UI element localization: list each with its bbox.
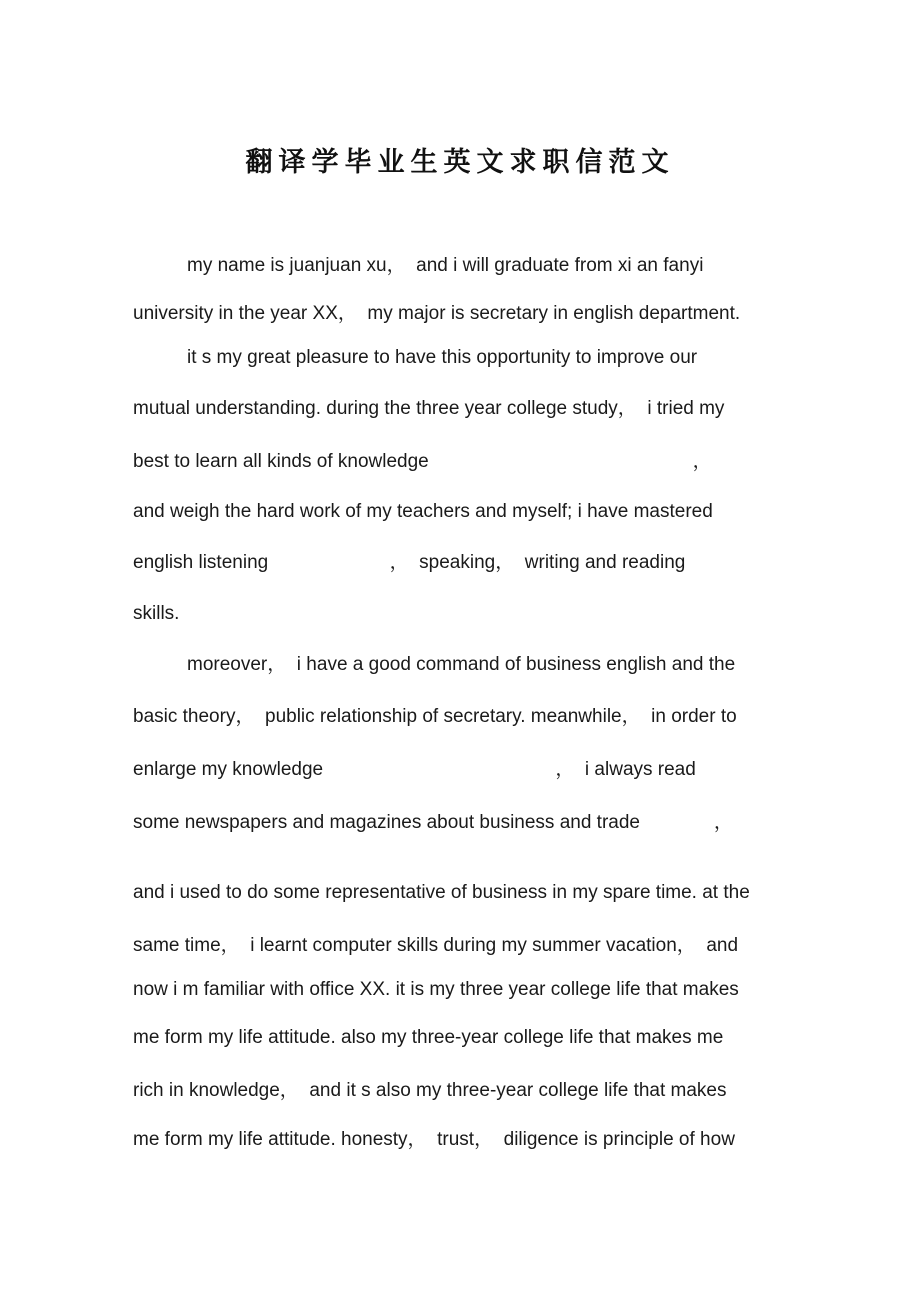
text-line: now i m familiar with office XX. it is my three year college life that makes: [133, 979, 739, 1000]
text-line: it s my great pleasure to have this opportunity to improve our: [187, 347, 698, 368]
text-line: university in the year XX， my major is secretary in english department.: [133, 303, 741, 324]
text-line: and weigh the hard work of my teachers and myself; i have mastered: [133, 501, 713, 522]
text-line: same time， i learnt computer skills during my summer vacation， and: [133, 935, 739, 956]
text-line: english listening ， speaking， writing and reading: [133, 552, 686, 573]
text-line: me form my life attitude. honesty， trust， diligence is principle of how: [133, 1129, 735, 1150]
text-line: me form my life attitude. also my three-year college life that makes me: [133, 1027, 724, 1048]
document-title: 翻译学毕业生英文求职信范文: [245, 147, 675, 178]
text-line: my name is juanjuan xu， and i will graduate from xi an fanyi: [187, 255, 704, 276]
text-line: enlarge my knowledge ， i always read: [133, 759, 696, 780]
text-line: basic theory， public relationship of secretary. meanwhile， in order to: [133, 706, 737, 727]
text-line: moreover， i have a good command of business english and the: [187, 654, 736, 675]
text-line: skills.: [133, 603, 180, 624]
text-line: rich in knowledge， and it s also my three-year college life that makes: [133, 1080, 727, 1101]
text-line: best to learn all kinds of knowledge ，: [133, 451, 712, 472]
text-line: and i used to do some representative of business in my spare time. at the: [133, 882, 750, 903]
text-line: some newspapers and magazines about business and trade ，: [133, 812, 733, 833]
text-line: mutual understanding. during the three year college study， i tried my: [133, 398, 725, 419]
